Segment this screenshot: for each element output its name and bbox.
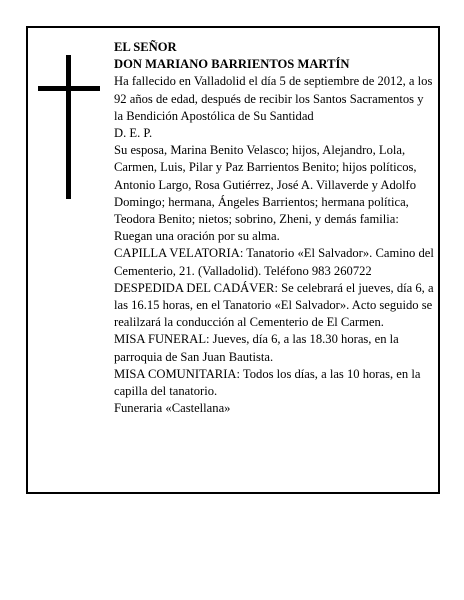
cross-icon (38, 55, 100, 199)
funeral-home: Funeraria «Castellana» (114, 401, 231, 416)
death-announcement: Ha fallecido en Valladolid el día 5 de septiembre de 2012, a los 92 años de edad, después de recibir los Santos Sacramentos y la Bendición Apostólica de Su Santidad (114, 74, 433, 123)
notice-text (114, 39, 434, 417)
community-mass-info: MISA COMUNITARIA: Todos los días, a las 10 horas, en la capilla del tanatorio. (114, 366, 421, 399)
deceased-name: DON MARIANO BARRIENTOS MARTÍN (114, 57, 350, 72)
cross-horizontal-bar (38, 86, 100, 91)
farewell-info: DESPEDIDA DEL CADÁVER: Se celebrará el jueves, día 6, a las 16.15 horas, en el Tanatorio «El Salvador». Acto seguido se realilzará la conducción al Cementerio de El Carmen. (114, 280, 434, 330)
obituary-notice (26, 26, 440, 494)
cross-vertical-bar (66, 55, 71, 199)
family-list: Su esposa, Marina Benito Velasco; hijos, Alejandro, Lola, Carmen, Luis, Pilar y Paz Barrientos Benito; hijos políticos, Antonio Largo, Rosa Gutiérrez, José A. Villaverde y Adolfo Domingo; hermana, Ángeles Barrientos; hermana política, Teodora Benito; nietos; sobrino, Zheni, y demás familia: (114, 143, 417, 227)
title-honorific: EL SEÑOR (114, 40, 177, 54)
funeral-mass-info: MISA FUNERAL: Jueves, día 6, a las 18.30 horas, en la parroquia de San Juan Bautista. (114, 332, 399, 364)
rip-text: D. E. P. (114, 126, 153, 141)
prayer-request: Ruegan una oración por su alma. (114, 229, 280, 244)
chapel-info: CAPILLA VELATORIA: Tanatorio «El Salvador». Camino del Cementerio, 21. (Valladolid). Teléfono 983 260722 (114, 246, 434, 278)
